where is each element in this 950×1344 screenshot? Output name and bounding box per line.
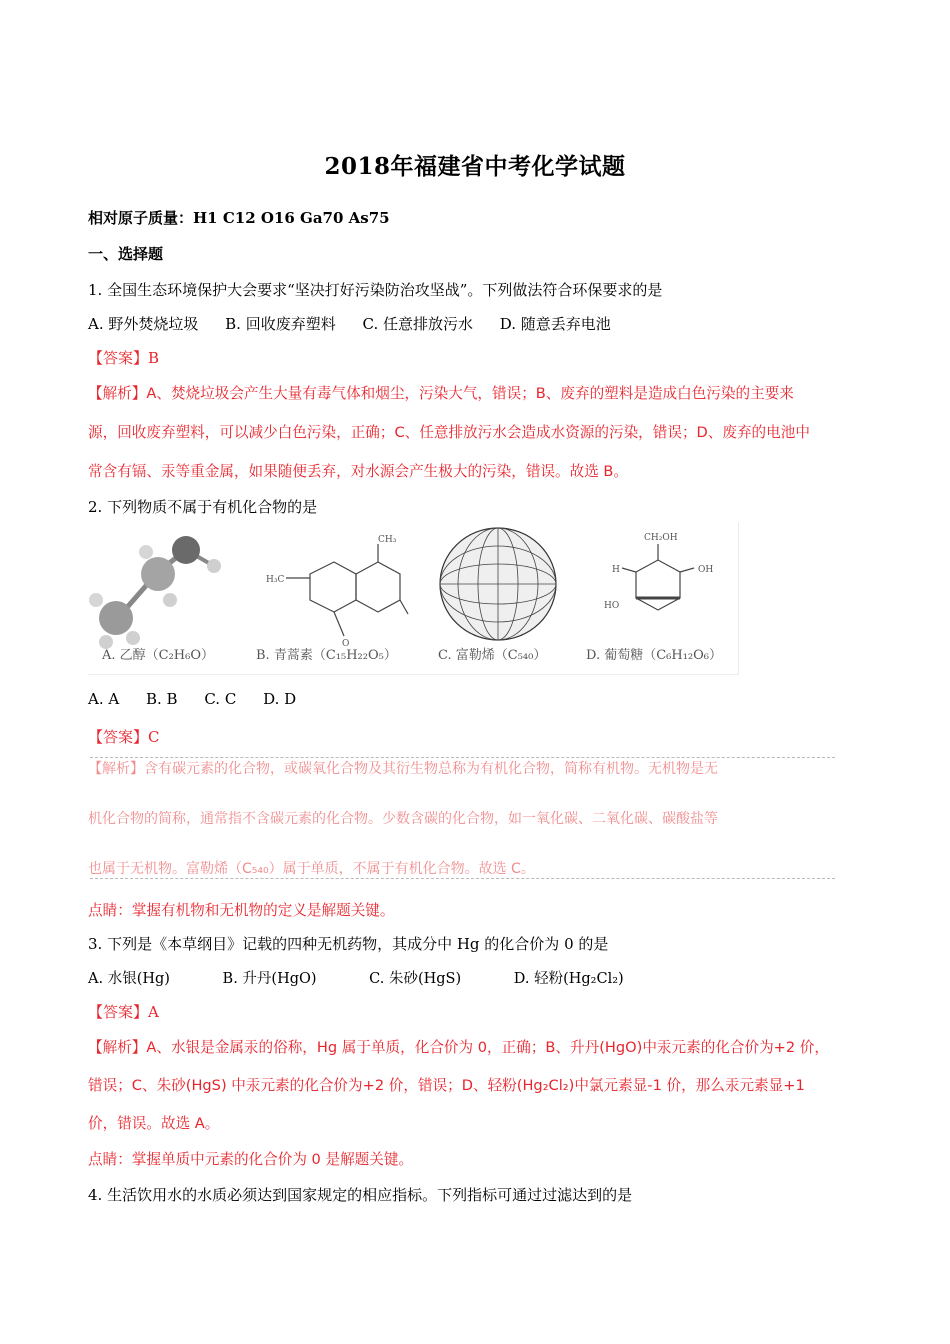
caption-d: D. 葡萄糖（C₆H₁₂O₆）	[586, 648, 723, 663]
question-3-options	[88, 967, 878, 988]
label-o: O	[342, 639, 350, 649]
label-ho: HO	[604, 601, 620, 611]
option-c: C. 任意排放污水	[362, 315, 473, 333]
page-title: 2018年福建省中考化学试题	[324, 153, 626, 180]
caption-a: A. 乙醇（C₂H₆O）	[102, 648, 215, 663]
molecule-figure	[88, 522, 739, 675]
question-3-analysis-line: 价，错误。故选 A。	[88, 1115, 220, 1132]
label-h3c: H₃C	[266, 575, 285, 585]
question-1-analysis-line: 源，回收废弃塑料，可以减少白色污染，正确；C、任意排放污水会造成水资源的污染，错误；D、废弃的电池中	[88, 424, 810, 441]
glucose-structure	[622, 544, 694, 610]
question-1-stem: 1. 全国生态环境保护大会要求“坚决打好污染防治攻坚战”。下列做法符合环保要求的是	[88, 281, 663, 299]
question-3-analysis-line: 【解析】A、水银是金属汞的俗称，Hg 属于单质，化合价为 0，正确；B、升丹(HgO)中汞元素的化合价为+2 价，	[88, 1039, 830, 1056]
question-2-analysis-line: 也属于无机物。富勒烯（C₅₄₀）属于单质，不属于有机化合物。故选 C。	[88, 861, 535, 877]
option-d: D. D	[263, 690, 297, 708]
section-heading: 一、选择题	[88, 245, 164, 263]
question-2-analysis-line: 【解析】含有碳元素的化合物，或碳氧化合物及其衍生物总称为有机化合物，简称有机物。无机物是无	[88, 761, 718, 777]
question-2-options	[88, 690, 878, 708]
option-a: A. 野外焚烧垃圾	[88, 315, 199, 333]
question-2-analysis-line: 机化合物的简称，通常指不含碳元素的化合物。少数含碳的化合物，如一氧化碳、二氧化碳、碳酸盐等	[88, 811, 718, 827]
option-a: A. A	[88, 690, 120, 708]
option-c: C. C	[204, 690, 237, 708]
question-1-analysis-line: 常含有镉、汞等重金属，如果随便丢弃，对水源会产生极大的污染，错误。故选 B。	[88, 463, 629, 480]
question-3-stem: 3. 下列是《本草纲目》记载的四种无机药物，其成分中 Hg 的化合价为 0 的是	[88, 935, 609, 953]
fullerene-model	[440, 528, 556, 640]
caption-c: C. 富勒烯（C₅₄₀）	[438, 648, 547, 663]
question-1-analysis-line: 【解析】A、焚烧垃圾会产生大量有毒气体和烟尘，污染大气，错误；B、废弃的塑料是造成白色污染的主要来	[88, 385, 794, 402]
atomic-mass-line: 相对原子质量：H1 C12 O16 Ga70 As75	[88, 209, 390, 227]
label-h: H	[612, 565, 620, 575]
label-oh: OH	[698, 565, 714, 575]
label-ch3: CH₃	[378, 535, 397, 545]
question-2-answer: 【答案】C	[88, 728, 160, 746]
question-1-options	[88, 313, 878, 334]
question-1-answer: 【答案】B	[88, 349, 160, 367]
caption-b: B. 青蒿素（C₁₅H₂₂O₅）	[256, 648, 397, 663]
option-b: B. 回收废弃塑料	[225, 315, 336, 333]
option-c: C. 朱砂(HgS)	[369, 971, 462, 987]
question-3-tip: 点睛：掌握单质中元素的化合价为 0 是解题关键。	[88, 1151, 414, 1168]
question-3-analysis-line: 错误；C、朱砂(HgS) 中汞元素的化合价为+2 价，错误；D、轻粉(Hg₂Cl₂)中氯元素显-1 价，那么汞元素显+1	[88, 1077, 805, 1094]
option-b: B. B	[145, 690, 178, 708]
option-d: D. 轻粉(Hg₂Cl₂)	[513, 971, 624, 987]
divider	[90, 878, 835, 879]
question-4-stem: 4. 生活饮用水的水质必须达到国家规定的相应指标。下列指标可通过过滤达到的是	[88, 1186, 633, 1204]
ethanol-model	[89, 536, 221, 649]
question-2-stem: 2. 下列物质不属于有机化合物的是	[88, 498, 318, 516]
question-3-answer: 【答案】A	[88, 1003, 159, 1021]
option-b: B. 升丹(HgO)	[222, 971, 317, 987]
artemisinin-structure	[286, 544, 408, 636]
label-ch2oh: CH₂OH	[644, 533, 678, 543]
option-a: A. 水银(Hg)	[88, 971, 170, 987]
option-d: D. 随意丢弃电池	[499, 315, 611, 333]
question-2-tip: 点睛：掌握有机物和无机物的定义是解题关键。	[88, 902, 395, 919]
